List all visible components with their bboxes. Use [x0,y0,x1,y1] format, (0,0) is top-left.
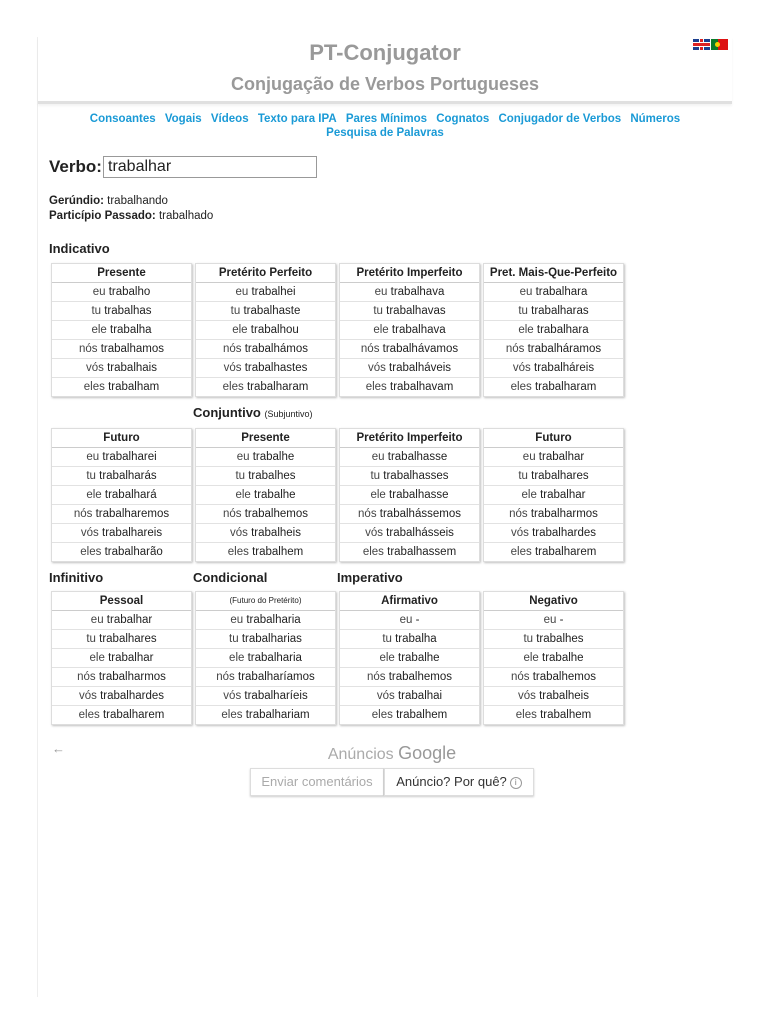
verb-form: trabalham [108,381,160,393]
verb-form: trabalharmos [98,671,166,683]
verb-form: trabalhar [538,451,585,463]
conjugation-row [52,302,191,321]
conjugation-row [340,448,479,467]
pronoun: ele [518,324,534,336]
verb-form: trabalharas [531,305,589,317]
pronoun: vós [86,362,104,374]
conjugation-row [52,706,191,724]
conjugation-row [196,340,335,359]
pronoun: eles [510,381,532,393]
verb-form: trabalhem [252,546,304,558]
send-feedback-button[interactable]: Enviar comentários [250,768,384,796]
pronoun: eu [543,614,557,626]
conjugation-row [484,505,623,524]
nav-vogais[interactable]: Vogais [164,113,202,125]
conjugation-row [340,630,479,649]
verb-form: trabalhai [397,690,443,702]
verb-form: trabalhemos [244,508,309,520]
conjugation-row [340,283,479,302]
verb-form: trabalhasse [387,451,448,463]
section-conjuntivo [193,405,313,420]
table-header: Negativo [484,592,623,611]
verb-form: trabalhas [104,305,152,317]
pronoun: tu [518,305,528,317]
nav-consoantes[interactable]: Consoantes [89,113,156,125]
gerund-label: Gerúndio: [49,195,104,207]
verb-form: trabalhardes [100,690,165,702]
conjugation-row [52,687,191,706]
conjugation-row [340,486,479,505]
table-imp-afirmativo [339,591,480,725]
table-header: Pessoal [52,592,191,611]
conjugation-row [484,630,623,649]
verb-form: trabalhes [536,633,584,645]
verb-form: trabalharias [241,633,302,645]
conjugation-row [52,486,191,505]
language-flags [693,39,729,50]
verb-form: trabalhe [252,451,295,463]
pronoun: eles [83,381,105,393]
pronoun: nós [73,508,93,520]
pronoun: eu [90,614,104,626]
conjuntivo-note: (Subjuntivo) [264,409,313,419]
pronoun: nós [366,671,386,683]
pronoun: eu [522,451,536,463]
verb-form: trabalha [395,633,437,645]
pronoun: nós [505,343,525,355]
conjugation-row [484,340,623,359]
verb-form: trabalhará [104,489,157,501]
section-condicional: Condicional [193,570,268,585]
conjugation-row [196,302,335,321]
verb-form: trabalhastes [244,362,308,374]
verb-form: trabalhamos [100,343,165,355]
conjugation-row [52,668,191,687]
verb-form: trabalhar [106,614,153,626]
verb-form: trabalharão [104,546,163,558]
verb-form: trabalhem [540,709,592,721]
pronoun: eles [515,709,537,721]
conjugation-row [52,505,191,524]
conjugation-row [196,467,335,486]
why-this-ad-label: Anúncio? Por quê? [396,774,507,789]
conjugation-row [340,687,479,706]
verb-form: trabalharemos [95,508,170,520]
conjugation-row [196,321,335,340]
verb-form: trabalhares [531,470,589,482]
verb-form: trabalhava [391,324,446,336]
table-ind-mais-que-perfeito [483,263,624,397]
conjuntivo-title: Conjuntivo [193,405,261,420]
conjugation-row [340,668,479,687]
table-condicional [195,591,336,725]
table-ind-presente [51,263,192,397]
verb-form: trabalhasse [389,489,449,501]
pronoun: eu [92,286,106,298]
pronoun: nós [222,343,242,355]
pronoun: tu [373,305,383,317]
pronoun: ele [91,324,107,336]
conjugation-row [196,448,335,467]
table-conj-imperfeito [339,428,480,562]
verb-form: trabalhemos [388,671,453,683]
conjugation-row [52,467,191,486]
verb-form: trabalhara [536,324,589,336]
verb-form: trabalhar [108,652,154,664]
verb-form: trabalharíamos [238,671,315,683]
verb-form: trabalhariam [245,709,310,721]
pronoun: vós [223,690,242,702]
site-header [38,37,732,104]
nav-pares-minimos[interactable]: Pares Mínimos [345,113,428,125]
conjugation-row [196,359,335,378]
pronoun: tu [370,470,381,482]
table-header: Pretérito Imperfeito [340,429,479,448]
conjugation-row [484,283,623,302]
verb-form: trabalhemos [532,671,597,683]
google-logo: Google [398,743,457,763]
pronoun: ele [521,489,537,501]
pronoun: eu [86,451,100,463]
conjugation-row [484,486,623,505]
pronoun: vós [518,690,536,702]
nav-pesquisa[interactable]: Pesquisa de Palavras [326,127,444,139]
table-header: Pretérito Perfeito [196,264,335,283]
verb-form: trabalharam [246,381,309,393]
pronoun: eles [227,546,249,558]
pronoun: eu [399,614,413,626]
conjugation-row [340,611,479,630]
conjugation-row [52,448,191,467]
conjugation-row [196,486,335,505]
pronoun: ele [86,489,102,501]
conjugation-row [52,359,191,378]
conjugation-row [484,524,623,543]
pronoun: eu [236,451,250,463]
conjugation-row [52,543,191,561]
pronoun: nós [77,671,96,683]
verb-form: - [415,614,420,626]
verb-form: trabalhares [99,633,157,645]
conjugation-row [340,321,479,340]
pronoun: tu [91,305,102,317]
verb-form: trabalharia [246,614,301,626]
pronoun: vós [510,527,529,539]
verb-form: trabalharmos [530,508,598,520]
participle-line [49,210,213,222]
verb-form: trabalharem [534,546,597,558]
section-indicativo: Indicativo [49,241,110,256]
conjugation-row [484,302,623,321]
pronoun: eu [230,614,244,626]
conjugation-row [196,649,335,668]
verb-form: trabalhe [254,489,296,501]
ads-label [250,743,534,764]
verb-form: trabalhes [248,470,296,482]
verb-form: trabalha [110,324,152,336]
conjugation-row [52,524,191,543]
verb-form: trabalhe [542,652,584,664]
pronoun: tu [518,470,528,482]
table-imp-negativo [483,591,624,725]
verb-label: Verbo: [49,157,102,176]
pronoun: vós [367,362,386,374]
conjugation-row [484,668,623,687]
verb-form: trabalheis [539,690,589,702]
conjugation-row [52,630,191,649]
verb-form: - [559,614,564,626]
conjugation-row [52,649,191,668]
pronoun: vós [223,362,242,374]
conjugation-row [340,505,479,524]
pronoun: eles [362,546,384,558]
table-header: Presente [52,264,191,283]
conjugation-row [484,543,623,561]
site-subtitle: Conjugação de Verbos Portugueses [230,74,540,94]
conjugation-row [484,378,623,396]
pronoun: tu [229,633,239,645]
verb-form: trabalhais [107,362,157,374]
conjugation-row [484,649,623,668]
nav-conjugador[interactable]: Conjugador de Verbos [498,113,622,125]
table-header: Pretérito Imperfeito [340,264,479,283]
verb-form: trabalhássemos [379,508,461,520]
verb-form: trabalhareis [102,527,163,539]
conjugation-row [484,706,623,724]
conjugation-row [340,378,479,396]
pronoun: nós [78,343,98,355]
verb-form: trabalhavam [390,381,454,393]
conjugation-row [196,378,335,396]
conjugation-row [52,378,191,396]
verb-form: trabalhar [540,489,586,501]
pronoun: nós [509,508,528,520]
verb-form: trabalharia [247,652,302,664]
conjugation-row [196,611,335,630]
conjugation-row [340,706,479,724]
pronoun: tu [86,470,96,482]
conjugation-row [340,467,479,486]
pronoun: ele [373,324,389,336]
pronoun: ele [370,489,386,501]
conjugation-row [340,302,479,321]
verb-form: trabalhasses [383,470,449,482]
pronoun: ele [235,489,251,501]
table-inf-pessoal [51,591,192,725]
verb-form: trabalharam [534,381,597,393]
pronoun: eles [221,709,243,721]
pronoun: tu [230,305,241,317]
pronoun: ele [229,652,245,664]
pronoun: eles [371,709,393,721]
pronoun: tu [235,470,246,482]
pronoun: vós [80,527,99,539]
conjugation-row [484,359,623,378]
nav-videos[interactable]: Vídeos [210,113,249,125]
pronoun: tu [382,633,392,645]
nav-texto-para-ipa[interactable]: Texto para IPA [257,113,337,125]
conjugation-row [196,668,335,687]
pronoun: eles [222,381,244,393]
conjugation-row [196,687,335,706]
pronoun: ele [523,652,539,664]
conjugation-row [52,340,191,359]
pronoun: tu [86,633,96,645]
pronoun: eles [78,709,100,721]
pronoun: vós [376,690,395,702]
verb-form: trabalhávamos [382,343,459,355]
verb-form: trabalhardes [532,527,597,539]
pronoun: tu [523,633,534,645]
table-conj-futuro [483,428,624,562]
why-this-ad-button[interactable] [384,768,534,796]
verb-form: trabalhara [535,286,588,298]
pronoun: eu [235,286,249,298]
verb-form: trabalháreis [534,362,595,374]
pronoun: eu [374,286,388,298]
pronoun: eles [80,546,102,558]
ads-label-text: Anúncios [327,746,394,763]
conjugation-row [340,359,479,378]
verb-form: trabalhavas [386,305,446,317]
site-title[interactable]: PT-Conjugator [309,40,461,65]
table-header: (Futuro do Pretérito) [196,592,335,611]
info-icon: i [510,777,522,789]
conjugation-row [340,524,479,543]
verb-form: trabalhámos [244,343,309,355]
section-imperativo: Imperativo [337,570,403,585]
table-ind-perfeito [195,263,336,397]
verb-input[interactable] [103,156,317,178]
back-arrow-icon[interactable]: ← [52,741,65,756]
conjugation-row [196,543,335,561]
nav-numeros[interactable]: Números [630,113,681,125]
conjugation-row [52,283,191,302]
verb-form: trabalharás [99,470,157,482]
portugal-flag-icon[interactable] [711,39,728,50]
page-border [37,37,38,997]
participle-value: trabalhado [158,210,214,222]
pronoun: nós [216,671,235,683]
conjugation-row [196,524,335,543]
verb-form: trabalho [108,286,151,298]
pronoun: nós [222,508,242,520]
pronoun: vós [78,690,97,702]
table-header: Pret. Mais-Que-Perfeito [484,264,623,283]
pronoun: ele [379,652,395,664]
verb-form: trabalhava [390,286,445,298]
verb-form: trabalharem [102,709,165,721]
participle-label: Particípio Passado: [49,210,156,222]
conjugation-row [340,649,479,668]
verb-form: trabalhe [398,652,440,664]
pronoun: ele [232,324,248,336]
verb-form: trabalhem [396,709,448,721]
conjugation-row [52,611,191,630]
conjugation-row [484,448,623,467]
verb-form: trabalhei [251,286,296,298]
verb-form: trabalharei [102,451,157,463]
pronoun: nós [510,671,530,683]
conjugation-row [196,505,335,524]
pronoun: ele [89,652,105,664]
verb-form: trabalharíeis [244,690,308,702]
main-nav [38,112,732,140]
conjugation-row [484,467,623,486]
table-header: Presente [196,429,335,448]
table-ind-futuro [51,428,192,562]
conjugation-row [196,630,335,649]
conjugation-row [484,687,623,706]
pronoun: eles [365,381,387,393]
verb-form: trabalhaste [243,305,301,317]
table-header: Afirmativo [340,592,479,611]
uk-flag-icon[interactable] [693,39,710,50]
pronoun: nós [358,508,377,520]
pronoun: vós [365,527,383,539]
pronoun: nós [360,343,380,355]
table-ind-imperfeito [339,263,480,397]
table-header: Futuro [52,429,191,448]
pronoun: eu [519,286,533,298]
verb-form: trabalháramos [527,343,602,355]
conjugation-row [340,340,479,359]
nav-cognatos[interactable]: Cognatos [436,113,490,125]
gerund-value: trabalhando [107,195,168,207]
pronoun: eles [510,546,532,558]
verb-form: trabalheis [251,527,301,539]
table-header: Futuro [484,429,623,448]
pronoun: vós [230,527,248,539]
pronoun: vós [512,362,531,374]
conjugation-row [484,611,623,630]
table-conj-presente [195,428,336,562]
conjugation-row [52,321,191,340]
conjugation-row [340,543,479,561]
verb-form: trabalhásseis [386,527,454,539]
section-infinitivo: Infinitivo [49,570,104,585]
verb-form: trabalhou [250,324,299,336]
conjugation-row [196,283,335,302]
conjugation-row [196,706,335,724]
verb-form: trabalhassem [387,546,457,558]
conjugation-row [484,321,623,340]
pronoun: eu [371,451,385,463]
verb-form: trabalháveis [389,362,452,374]
gerund-line [49,195,168,207]
